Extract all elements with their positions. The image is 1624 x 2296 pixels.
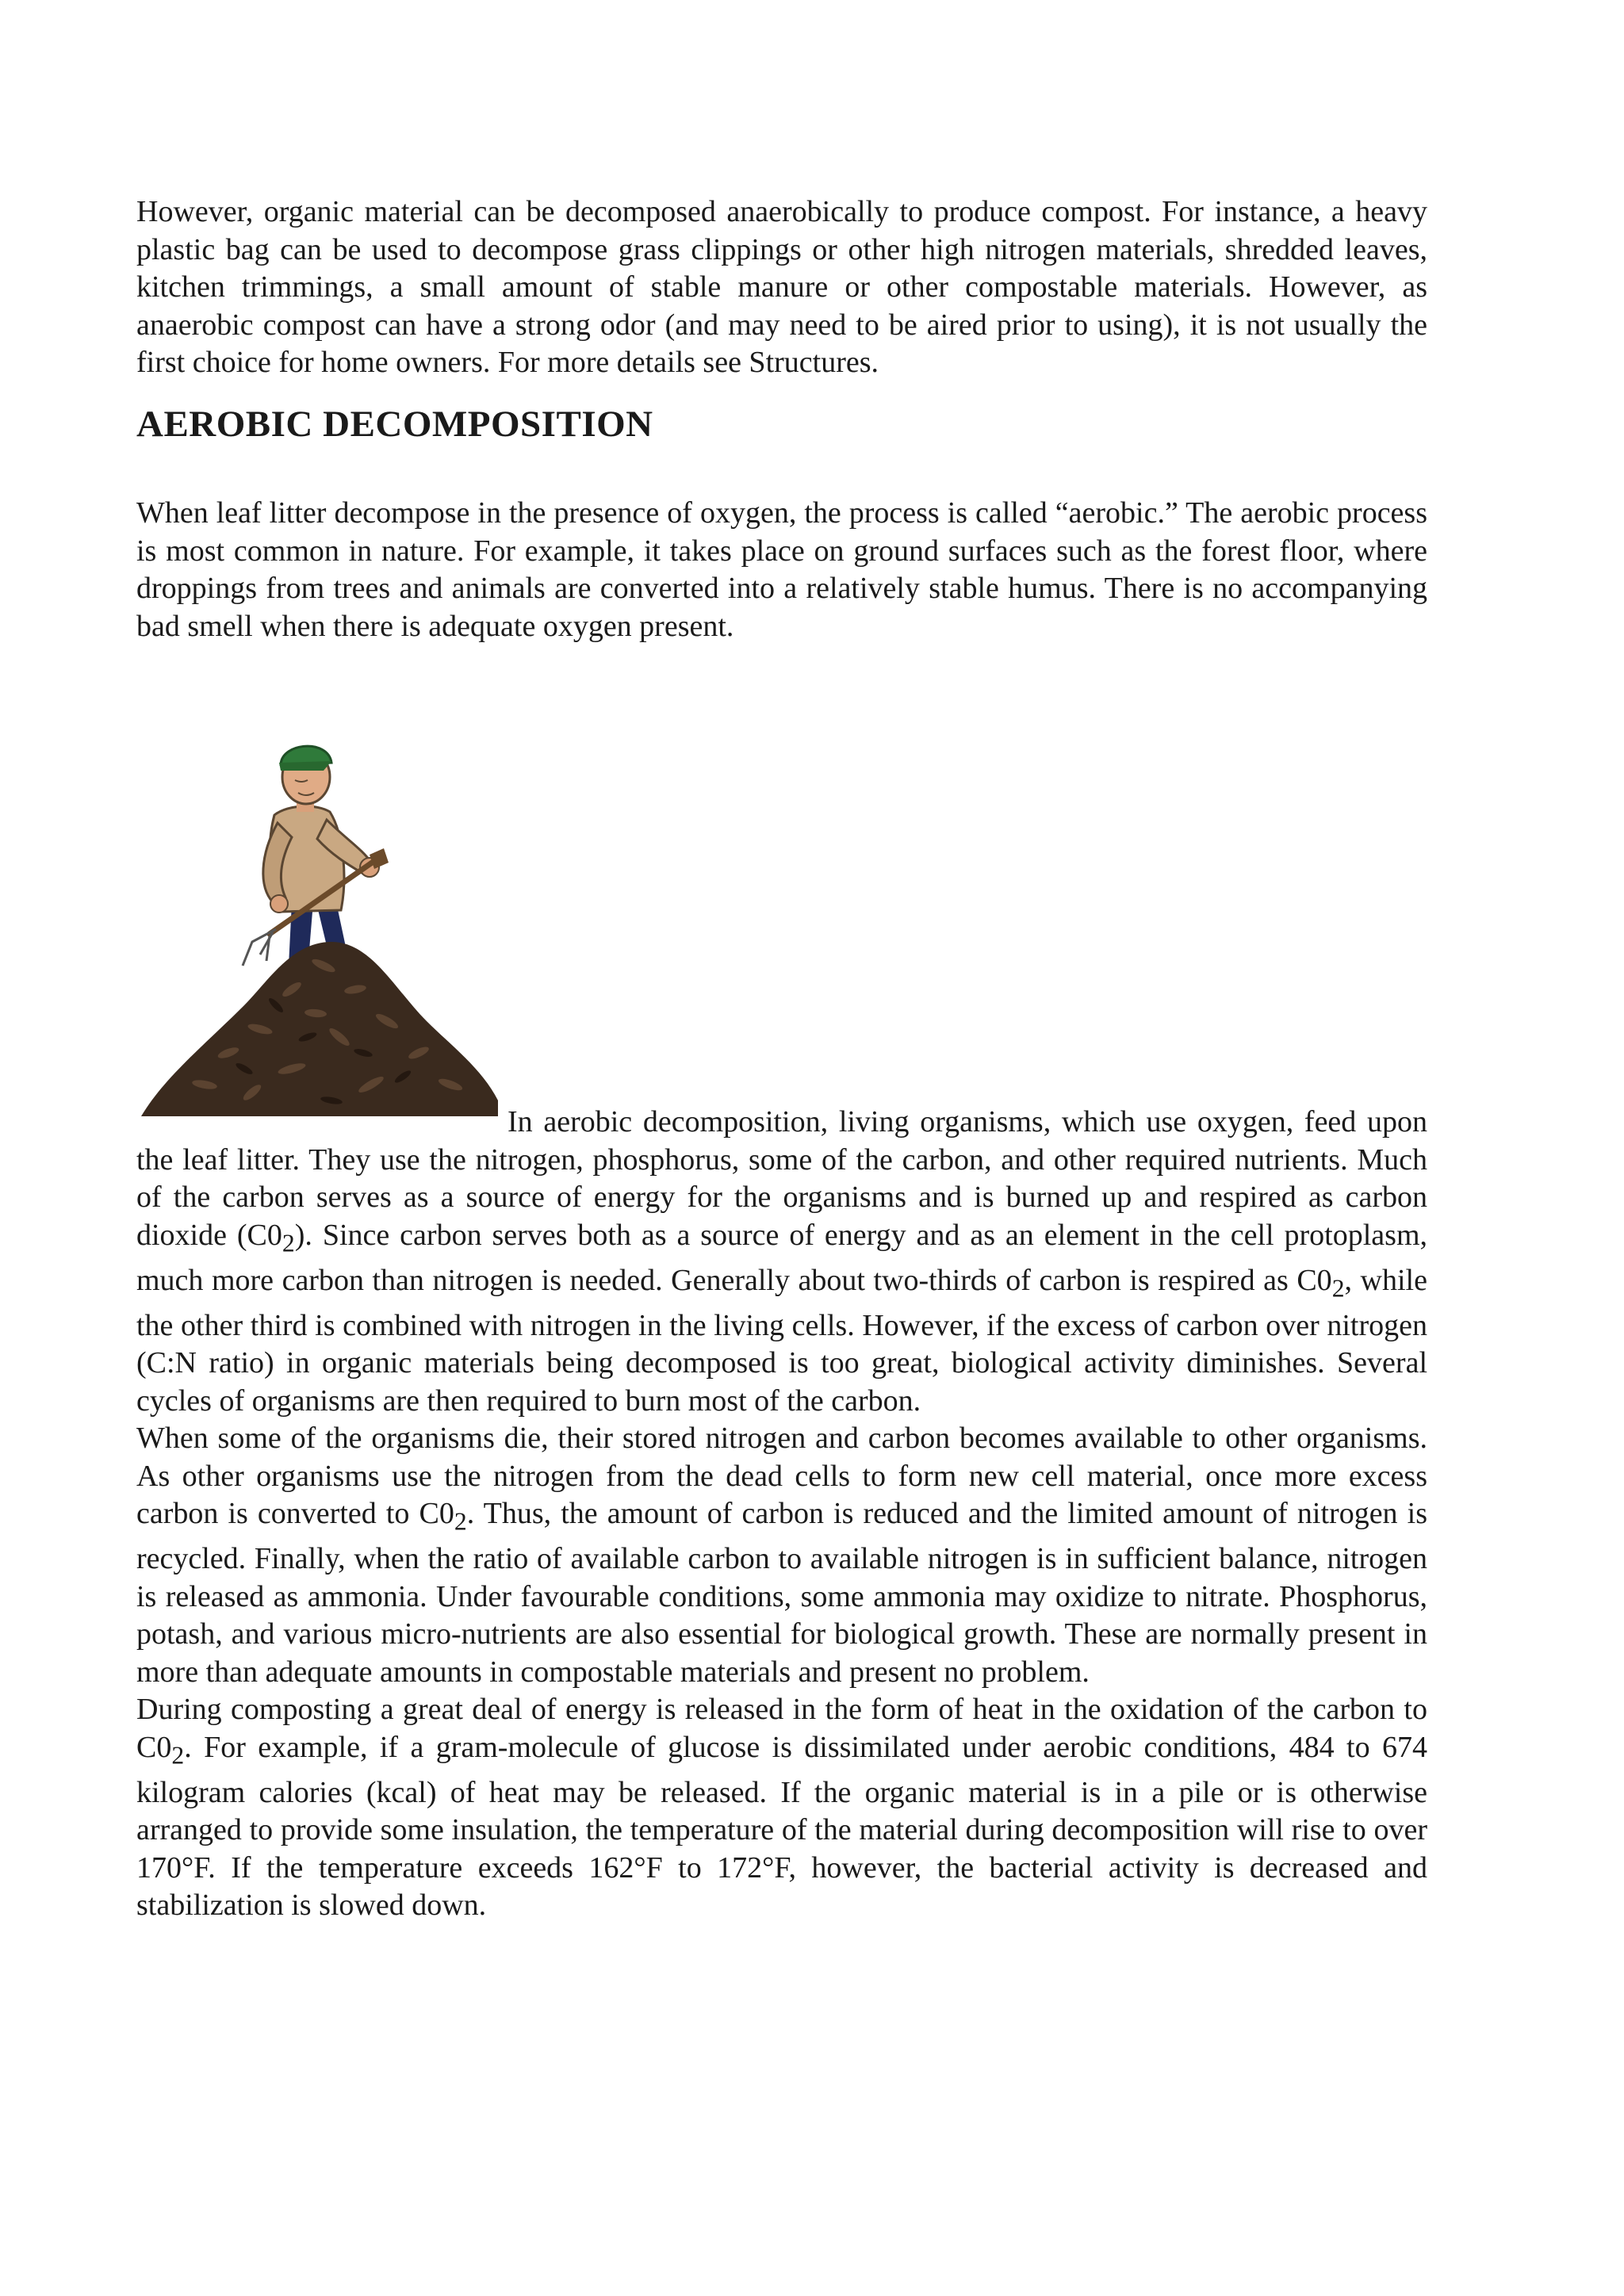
paragraph-organisms-part3: , while the other third is combined with nitrogen in the living cells. However, if the excess of carbon over nitrogen (C:N ratio) in organic materials being decomposed is too great, biological activity diminishes. Several cycles of organisms are then required to burn most of the carbon. xyxy=(136,1263,1427,1418)
subscript-2: 2 xyxy=(282,1229,295,1257)
subscript-2: 2 xyxy=(171,1741,185,1770)
paragraph-heat-part1: During composting a great deal of energy is released in the form of heat in the oxidation of the carbon to C0 xyxy=(136,1693,1427,1764)
man-turning-compost-pile-icon xyxy=(133,704,506,1124)
paragraph-organisms-part1: In aerobic decomposition, living organisms, which use oxygen, feed upon the leaf litter. They use the nitrogen, phosphorus, some of the carbon, and other required nutrients. Much of the carbon serves as a source of energy for the organisms and is burned up and respired as carbon dioxide (C0 xyxy=(136,1105,1427,1252)
paragraph-anaerobic-intro: However, organic material can be decomposed anaerobically to produce compost. For instance, a heavy plastic bag can be used to decompose grass clippings or other high nitrogen materials, shredded leaves, kitchen trimmings, a small amount of stable manure or other compostable materials. However, as anaerobic compost can have a strong odor (and may need to be aired prior to using), it is not usually the first choice for home owners. For more details see Structures. xyxy=(136,195,1427,379)
paragraph-organisms-part2: ). Since carbon serves both as a source of energy and as an element in the cell protoplasm, much more carbon than nitrogen is needed. Generally about two-thirds of carbon is respired as C0 xyxy=(136,1218,1427,1297)
section-heading: AEROBIC DECOMPOSITION xyxy=(136,404,653,445)
compost-figure xyxy=(133,704,506,1124)
paragraph-recycle-part2: . Thus, the amount of carbon is reduced and the limited amount of nitrogen is recycled. Finally, when the ratio of available carbon to available nitrogen is in sufficient balance, nitrogen is released as ammonia. Under favourable conditions, some ammonia may oxidize to nitrate. Phosphorus, potash, and various micro-nutrients are also essential for biological growth. These are normally present in more than adequate amounts in compostable materials and present no problem. xyxy=(136,1497,1428,1689)
subscript-2: 2 xyxy=(1331,1274,1345,1303)
subscript-2: 2 xyxy=(454,1507,467,1536)
paragraph-aerobic-definition: When leaf litter decompose in the presence of oxygen, the process is called “aerobic.” The aerobic process is most common in nature. For example, it takes place on ground surfaces such as the forest floor, where droppings from trees and animals are converted into a relatively stable humus. There is no accompanying bad smell when there is adequate oxygen present. xyxy=(136,496,1427,643)
paragraph-recycle-part1: When some of the organisms die, their stored nitrogen and carbon becomes available to other organisms. As other organisms use the nitrogen from the dead cells to form new cell material, once more excess carbon is converted to C0 xyxy=(136,1422,1427,1531)
paragraph-heat-part2: . For example, if a gram-molecule of glucose is dissimilated under aerobic conditions, 484 to 674 kilogram calories (kcal) of heat may be released. If the organic material is in a pile or is otherwise arranged to provide some insulation, the temperature of the material during decomposition will rise to over 170°F. If the temperature exceeds 162°F to 172°F, however, the bacterial activity is decreased and stabilization is slowed down. xyxy=(136,1730,1427,1923)
paragraph-group-body xyxy=(136,1104,1427,1925)
